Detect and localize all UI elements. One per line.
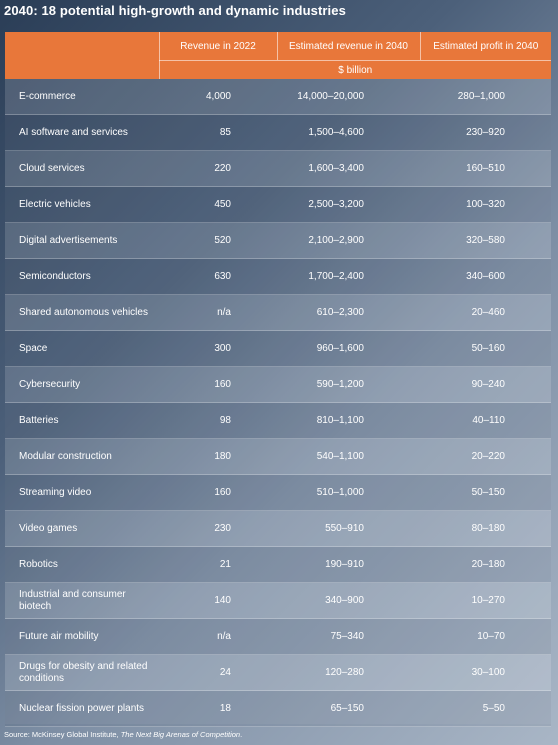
- table-row: [5, 403, 551, 439]
- table-row: [5, 187, 551, 223]
- industry-cell: Nuclear fission power plants: [5, 691, 159, 727]
- revenue-2040-cell: 590–1,200: [277, 367, 420, 403]
- table-row: [5, 223, 551, 259]
- industry-cell: Digital advertisements: [5, 223, 159, 259]
- table-row: [5, 691, 551, 727]
- revenue-2040-cell: 540–1,100: [277, 439, 420, 475]
- table-row: [5, 295, 551, 331]
- table-row: [5, 547, 551, 583]
- industry-cell: Drugs for obesity and related conditions: [5, 655, 159, 691]
- table-row: [5, 115, 551, 151]
- profit-2040-cell: 50–150: [420, 475, 551, 511]
- revenue-2022-cell: 450: [159, 187, 277, 223]
- header-profit-2040: Estimated profit in 2040: [420, 32, 551, 61]
- revenue-2022-cell: n/a: [159, 619, 277, 655]
- industry-cell: AI software and services: [5, 115, 159, 151]
- table-row: [5, 655, 551, 691]
- table-row: [5, 511, 551, 547]
- revenue-2022-cell: 140: [159, 583, 277, 619]
- profit-2040-cell: 340–600: [420, 259, 551, 295]
- header-revenue-2022: Revenue in 2022: [159, 32, 277, 61]
- revenue-2022-cell: 24: [159, 655, 277, 691]
- revenue-2040-cell: 960–1,600: [277, 331, 420, 367]
- profit-2040-cell: 5–50: [420, 691, 551, 727]
- revenue-2022-cell: n/a: [159, 295, 277, 331]
- industry-cell: Robotics: [5, 547, 159, 583]
- revenue-2040-cell: 2,100–2,900: [277, 223, 420, 259]
- revenue-2040-cell: 610–2,300: [277, 295, 420, 331]
- profit-2040-cell: 320–580: [420, 223, 551, 259]
- profit-2040-cell: 100–320: [420, 187, 551, 223]
- industries-table: [5, 32, 551, 727]
- source-publication: The Next Big Arenas of Competition: [120, 730, 241, 739]
- table-row: [5, 331, 551, 367]
- data-table-card: [5, 32, 551, 724]
- industry-cell: Batteries: [5, 403, 159, 439]
- profit-2040-cell: 40–110: [420, 403, 551, 439]
- industry-cell: Video games: [5, 511, 159, 547]
- unit-label: $ billion: [159, 61, 551, 80]
- revenue-2022-cell: 160: [159, 367, 277, 403]
- profit-2040-cell: 20–180: [420, 547, 551, 583]
- revenue-2040-cell: 2,500–3,200: [277, 187, 420, 223]
- revenue-2022-cell: 4,000: [159, 79, 277, 115]
- revenue-2022-cell: 630: [159, 259, 277, 295]
- revenue-2040-cell: 14,000–20,000: [277, 79, 420, 115]
- table-row: [5, 619, 551, 655]
- industry-cell: Cloud services: [5, 151, 159, 187]
- profit-2040-cell: 230–920: [420, 115, 551, 151]
- revenue-2040-cell: 340–900: [277, 583, 420, 619]
- revenue-2040-cell: 1,500–4,600: [277, 115, 420, 151]
- revenue-2040-cell: 550–910: [277, 511, 420, 547]
- source-note: [4, 730, 242, 739]
- profit-2040-cell: 50–160: [420, 331, 551, 367]
- revenue-2022-cell: 520: [159, 223, 277, 259]
- table-row: [5, 367, 551, 403]
- industry-cell: Cybersecurity: [5, 367, 159, 403]
- industry-cell: Streaming video: [5, 475, 159, 511]
- revenue-2040-cell: 190–910: [277, 547, 420, 583]
- revenue-2022-cell: 98: [159, 403, 277, 439]
- header-industry: [5, 32, 159, 79]
- profit-2040-cell: 90–240: [420, 367, 551, 403]
- table-body: [5, 79, 551, 727]
- industry-cell: E-commerce: [5, 79, 159, 115]
- table-row: [5, 439, 551, 475]
- industry-cell: Industrial and consumer biotech: [5, 583, 159, 619]
- industry-cell: Modular construction: [5, 439, 159, 475]
- table-row: [5, 151, 551, 187]
- revenue-2022-cell: 18: [159, 691, 277, 727]
- profit-2040-cell: 20–460: [420, 295, 551, 331]
- source-prefix: Source: McKinsey Global Institute,: [4, 730, 121, 739]
- profit-2040-cell: 160–510: [420, 151, 551, 187]
- revenue-2022-cell: 85: [159, 115, 277, 151]
- industry-cell: Semiconductors: [5, 259, 159, 295]
- industry-cell: Future air mobility: [5, 619, 159, 655]
- profit-2040-cell: 10–270: [420, 583, 551, 619]
- header-row: [5, 32, 551, 61]
- revenue-2040-cell: 810–1,100: [277, 403, 420, 439]
- revenue-2040-cell: 1,600–3,400: [277, 151, 420, 187]
- profit-2040-cell: 280–1,000: [420, 79, 551, 115]
- table-row: [5, 79, 551, 115]
- profit-2040-cell: 80–180: [420, 511, 551, 547]
- revenue-2022-cell: 160: [159, 475, 277, 511]
- revenue-2040-cell: 65–150: [277, 691, 420, 727]
- table-row: [5, 583, 551, 619]
- profit-2040-cell: 30–100: [420, 655, 551, 691]
- revenue-2040-cell: 1,700–2,400: [277, 259, 420, 295]
- source-suffix: .: [240, 730, 243, 739]
- header-revenue-2040: Estimated revenue in 2040: [277, 32, 420, 61]
- revenue-2022-cell: 21: [159, 547, 277, 583]
- industry-cell: Electric vehicles: [5, 187, 159, 223]
- chart-title: 2040: 18 potential high-growth and dynamic industries: [4, 3, 346, 18]
- profit-2040-cell: 20–220: [420, 439, 551, 475]
- industry-cell: Space: [5, 331, 159, 367]
- revenue-2040-cell: 75–340: [277, 619, 420, 655]
- revenue-2022-cell: 230: [159, 511, 277, 547]
- revenue-2022-cell: 300: [159, 331, 277, 367]
- profit-2040-cell: 10–70: [420, 619, 551, 655]
- revenue-2022-cell: 180: [159, 439, 277, 475]
- revenue-2040-cell: 120–280: [277, 655, 420, 691]
- revenue-2022-cell: 220: [159, 151, 277, 187]
- industry-cell: Shared autonomous vehicles: [5, 295, 159, 331]
- table-row: [5, 259, 551, 295]
- table-row: [5, 475, 551, 511]
- revenue-2040-cell: 510–1,000: [277, 475, 420, 511]
